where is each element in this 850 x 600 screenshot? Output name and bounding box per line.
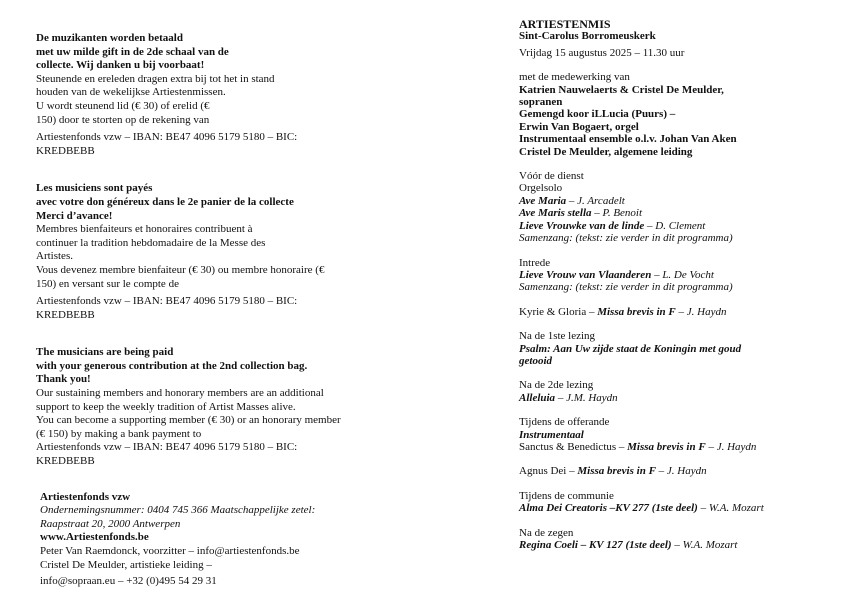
- bic-line: KREDBEBB: [36, 308, 95, 321]
- event-date: Vrijdag 15 augustus 2025 – 11.30 uur: [519, 46, 685, 59]
- piece-composer: – P. Benoit: [591, 207, 643, 220]
- program-agnus-dei: [519, 465, 839, 477]
- website-link[interactable]: www.Artiestenfonds.be: [40, 531, 149, 544]
- program-item: [519, 195, 839, 207]
- notice-text-line: (€ 150) by making a bank payment to: [36, 427, 202, 440]
- program-kyrie-gloria: [519, 306, 839, 318]
- notice-heading-line: Les musiciens sont payés: [36, 182, 153, 195]
- english-collection-notice: [36, 346, 341, 468]
- piece-title: Missa brevis in F: [577, 465, 656, 478]
- notice-text-line: 150) door te storten op de rekening van: [36, 113, 210, 126]
- left-column: [36, 32, 341, 589]
- piece-composer: – W.A. Mozart: [671, 539, 738, 551]
- performer-line: Katrien Nauwelaerts & Cristel De Meulder,: [519, 83, 724, 96]
- program-eerste-lezing: [519, 330, 839, 367]
- piece-title: Ave Maria: [519, 194, 567, 207]
- program-item: [519, 502, 839, 514]
- program-communie: [519, 490, 839, 515]
- page-title: ARTIESTENMIS: [519, 17, 611, 31]
- piece-composer: – W.A. Mozart: [697, 502, 764, 515]
- iban-line: Artiestenfonds vzw – IBAN: BE47 4096 5179 5180 – BIC:: [36, 295, 298, 308]
- program-item: [519, 441, 839, 453]
- piece-composer: – J. Haydn: [655, 465, 707, 478]
- performers-section: [519, 71, 839, 158]
- iban-line: Artiestenfonds vzw – IBAN: BE47 4096 5179 5180 – BIC:: [36, 441, 298, 454]
- ensemble-prefix: Instrumentaal ensemble o.l.v. Johan: [519, 133, 691, 146]
- contact-line: Peter Van Raemdonck, voorzitter – info@artiestenfonds.be: [40, 545, 300, 557]
- program-item: [519, 539, 839, 551]
- iban-line: Artiestenfonds vzw – IBAN: BE47 4096 5179 5180 – BIC:: [36, 131, 298, 144]
- notice-heading-line: Merci d’avance!: [36, 209, 113, 222]
- program-tweede-lezing: [519, 379, 839, 404]
- program-note: Samenzang: (tekst: zie verder in dit programma): [519, 281, 733, 294]
- piece-title: Alleluia: [519, 391, 556, 404]
- leader-line: Cristel De Meulder, algemene leiding: [519, 145, 693, 158]
- program-item: [519, 207, 839, 219]
- registration-line: Ondernemingsnummer: 0404 745 366 Maatschappelijke zetel:: [40, 504, 316, 517]
- program-item: [519, 306, 839, 318]
- notice-heading-line: Thank you!: [36, 373, 91, 386]
- bic-line: KREDBEBB: [36, 455, 95, 468]
- program-note: Samenzang: (tekst: zie verder in dit programma): [519, 232, 733, 245]
- piece-title: Missa brevis in F: [597, 305, 676, 318]
- organization-footer: [40, 491, 336, 589]
- piece-composer: – L. De Vocht: [651, 268, 714, 281]
- notice-text-line: You can become a supporting member (€ 30) or an honorary member: [36, 414, 341, 427]
- section-label: Sanctus & Benedictus –: [519, 440, 628, 453]
- dutch-collection-notice: [36, 32, 336, 158]
- piece-title: Regina Coeli – KV 127 (1ste deel): [519, 539, 672, 551]
- notice-text-line: Our sustaining members and honorary members are an additional: [36, 387, 324, 400]
- piece-composer: – J. Arcadelt: [566, 194, 625, 207]
- piece-title: Alma Dei Creatoris –KV 277 (1ste deel): [519, 502, 698, 515]
- section-heading: Tijdens de offerande: [519, 416, 610, 429]
- notice-text-line: Steunende en ereleden dragen extra bij tot het in stand: [36, 72, 275, 85]
- piece-title: Lieve Vrouwke van de linde: [519, 219, 645, 232]
- piece-composer: – D. Clement: [644, 219, 706, 232]
- piece-title: Missa brevis in F: [627, 440, 706, 453]
- right-column: [519, 18, 839, 551]
- notice-heading-line: with your generous contribution at the 2nd collection bag.: [36, 359, 308, 372]
- program-offerande: [519, 416, 839, 453]
- section-heading: Vóór de dienst: [519, 170, 584, 183]
- bic-line: KREDBEBB: [36, 144, 95, 157]
- notice-text-line: U wordt steunend lid (€ 30) of erelid (€: [36, 99, 210, 112]
- ensemble-line: [519, 133, 839, 145]
- contact-line: info@sopraan.eu – +32 (0)495 54 29 31: [40, 575, 217, 588]
- notice-text-line: continuer la tradition hebdomadaire de la Messe des: [36, 236, 266, 249]
- notice-heading-line: collecte. Wij danken u bij voorbaat!: [36, 59, 205, 72]
- program-voor-de-dienst: [519, 170, 839, 244]
- cooperation-intro: met de medewerking van: [519, 71, 630, 84]
- section-heading: Na de zegen: [519, 526, 574, 539]
- performer-line: sopranen: [519, 96, 563, 109]
- section-heading: Tijdens de communie: [519, 489, 614, 502]
- section-label: Agnus Dei –: [519, 465, 578, 478]
- section-subheading: Orgelsolo: [519, 182, 563, 195]
- piece-composer: – J. Haydn: [675, 305, 727, 318]
- piece-title: Lieve Vrouw van Vlaanderen: [519, 268, 652, 281]
- notice-text-line: houden van de wekelijkse Artiestenmissen.: [36, 86, 226, 99]
- notice-heading-line: The musicians are being paid: [36, 346, 174, 359]
- notice-text-line: Vous devenez membre bienfaiteur (€ 30) ou membre honoraire (€: [36, 263, 325, 276]
- notice-text-line: 150) en versant sur le compte de: [36, 277, 179, 290]
- section-heading: Na de 2de lezing: [519, 379, 594, 392]
- notice-text-line: Membres bienfaiteurs et honoraires contribuent à: [36, 223, 253, 236]
- program-item: [519, 465, 839, 477]
- piece-title: Instrumentaal: [519, 428, 584, 441]
- program-intrede: [519, 257, 839, 294]
- piece-title: Psalm: Aan Uw zijde staat de Koningin met goud: [519, 342, 742, 355]
- notice-heading-line: avec votre don généreux dans le 2e panier de la collecte: [36, 195, 294, 208]
- organization-name: Artiestenfonds vzw: [40, 490, 131, 503]
- ensemble-name: Van Aken: [690, 133, 737, 146]
- notice-heading-line: De muzikanten worden betaald: [36, 32, 183, 44]
- section-label: Kyrie & Gloria –: [519, 305, 598, 318]
- program-item: [519, 220, 839, 232]
- notice-text-line: Artistes.: [36, 250, 73, 263]
- piece-composer: – J. Haydn: [705, 440, 757, 453]
- notice-text-line: support to keep the weekly tradition of Artist Masses alive.: [36, 400, 296, 413]
- registration-line: Raapstraat 20, 2000 Antwerpen: [40, 517, 181, 530]
- performer-line: Erwin Van Bogaert, orgel: [519, 120, 639, 133]
- french-collection-notice: [36, 182, 336, 322]
- section-heading: Na de 1ste lezing: [519, 330, 596, 343]
- program-item: [519, 269, 839, 281]
- program-item: [519, 392, 839, 404]
- piece-title: Ave Maris stella: [519, 207, 592, 220]
- program-zegen: [519, 527, 839, 552]
- contact-line: Cristel De Meulder, artistieke leiding –: [40, 558, 212, 571]
- piece-composer: – J.M. Haydn: [555, 391, 618, 404]
- section-heading: Intrede: [519, 256, 551, 269]
- church-name: Sint-Carolus Borromeuskerk: [519, 30, 656, 43]
- performer-line: Gemengd koor iLLucia (Puurs) –: [519, 108, 676, 121]
- notice-heading-line: met uw milde gift in de 2de schaal van de: [36, 45, 229, 58]
- piece-title: getooid: [519, 354, 552, 367]
